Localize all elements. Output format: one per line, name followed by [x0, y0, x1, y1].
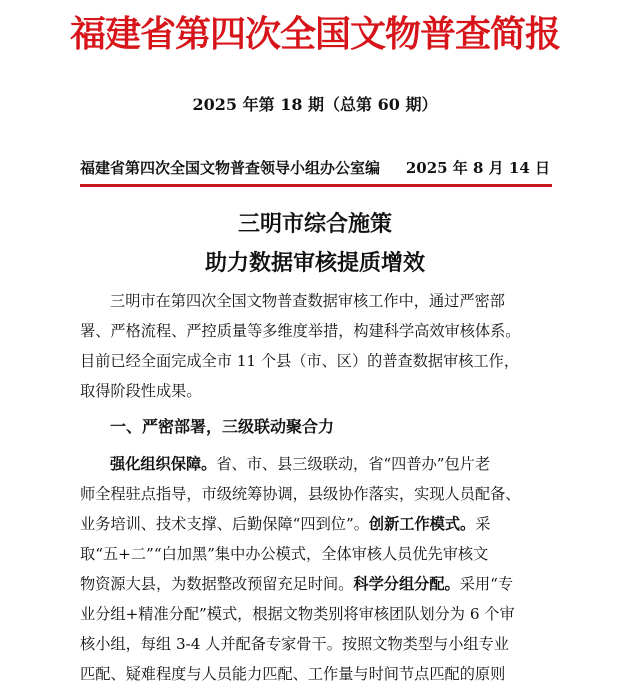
line-text: 采: [475, 515, 491, 533]
line-text: 业务培训、技术支撑、后勤保障“四到位”。: [80, 515, 369, 533]
bold-phrase: 科学分组分配。: [353, 575, 460, 593]
bold-phrase: 强化组织保障。: [110, 455, 217, 473]
masthead-title: 福建省第四次全国文物普查简报: [69, 13, 560, 55]
paragraph-line: 目前已经全面完成全市 11 个县（市、区）的普查数据审核工作，: [80, 352, 520, 370]
main-paragraph: [80, 449, 552, 689]
editor-name: 福建省第四次全国文物普查领导小组办公室编: [80, 159, 381, 177]
paragraph-line: [80, 449, 552, 479]
section-heading-1: 一、严密部署，三级联动聚合力: [110, 417, 335, 436]
paragraph-line: 业分组+精准分配”模式，根据文物类别将审核团队划分为 6 个审: [80, 605, 515, 623]
line-text: 省、市、县三级联动，省“四普办”包片老: [216, 455, 491, 473]
intro-paragraph: [80, 286, 552, 406]
issue-number: 2025 年第 18 期（总第 60 期）: [192, 95, 438, 114]
line-text: 采用“专: [459, 575, 514, 593]
publish-date: 2025 年 8 月 14 日: [405, 159, 550, 177]
paragraph-line: 取“五+二”“白加黑”集中办公模式，全体审核人员优先审核文: [80, 545, 489, 563]
red-divider: [80, 184, 552, 187]
paragraph-line: 匹配、疑难程度与人员能力匹配、工作量与时间节点匹配的原则: [80, 665, 506, 683]
paragraph-line: 取得阶段性成果。: [80, 382, 202, 400]
editor-line: [80, 155, 550, 181]
article-title-line-2: 助力数据审核提质增效: [204, 251, 425, 276]
article-title-line-1: 三明市综合施策: [237, 212, 392, 237]
paragraph-line: 三明市在第四次全国文物普查数据审核工作中，通过严密部: [110, 292, 505, 310]
paragraph-line: 师全程驻点指导，市级统筹协调，县级协作落实，实现人员配备、: [80, 485, 521, 503]
line-text: 物资源大县，为数据整改预留充足时间。: [80, 575, 354, 593]
paragraph-line: [80, 509, 552, 539]
paragraph-line: 署、严格流程、严控质量等多维度举措，构建科学高效审核体系。: [80, 322, 521, 340]
paragraph-line: [80, 569, 552, 599]
paragraph-line: 核小组，每组 3-4 人并配备专家骨干。按照文物类型与小组专业: [80, 635, 509, 653]
bold-phrase: 创新工作模式。: [368, 515, 476, 533]
